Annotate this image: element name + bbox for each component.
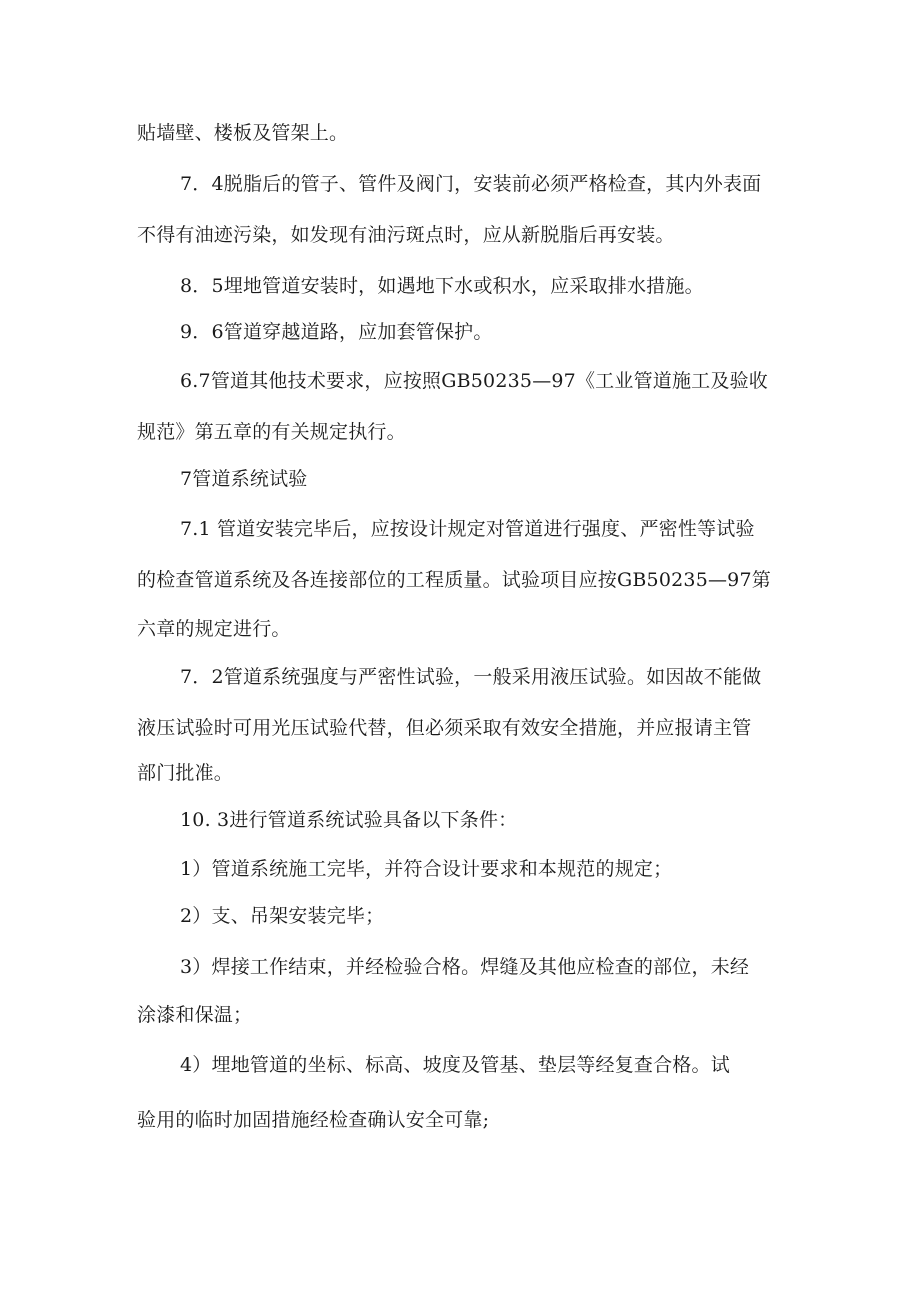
text-line: 不得有油迹污染，如发现有油污斑点时，应从新脱脂后再安装。 [137,224,675,246]
text-line: 7．4脱脂后的管子、管件及阀门，安装前必须严格检查，其内外表面 [180,173,762,195]
text-line: 8．5埋地管道安装时，如遇地下水或积水，应采取排水措施。 [180,275,704,297]
text-line: 六章的规定进行。 [137,618,291,640]
text-line: 涂漆和保温； [137,1004,253,1026]
text-line: 规范》第五章的有关规定执行。 [137,421,406,443]
list-item: 3）焊接工作结束，并经检验合格。焊缝及其他应检查的部位，未经 [180,956,750,978]
text-line: 7.1 管道安装完毕后，应按设计规定对管道进行强度、严密性等试验 [180,518,755,540]
text-line: 验用的临时加固措施经检查确认安全可靠; [137,1109,490,1131]
text-line: 液压试验时可用光压试验代替，但必须采取有效安全措施，并应报请主管 [137,717,752,739]
text-line: 9．6管道穿越道路，应加套管保护。 [180,321,493,343]
text-line: 7．2管道系统强度与严密性试验，一般采用液压试验。如因故不能做 [180,666,762,688]
text-line: 部门批准。 [137,762,234,784]
list-item: 1）管道系统施工完毕，并符合设计要求和本规范的规定； [180,858,673,880]
text-line: 6.7管道其他技术要求，应按照GB50235—97《工业管道施工及验收 [180,370,768,392]
text-line: 贴墙壁、楼板及管架上。 [137,122,349,144]
list-item: 2）支、吊架安装完毕； [180,905,385,927]
section-heading: 7管道系统试验 [180,468,308,490]
text-line: 10. 3进行管道系统试验具备以下条件： [180,809,518,831]
text-line: 的检查管道系统及各连接部位的工程质量。试验项目应按GB50235—97第 [137,569,771,591]
list-item: 4）埋地管道的坐标、标高、坡度及管基、垫层等经复查合格。试 [180,1054,730,1076]
